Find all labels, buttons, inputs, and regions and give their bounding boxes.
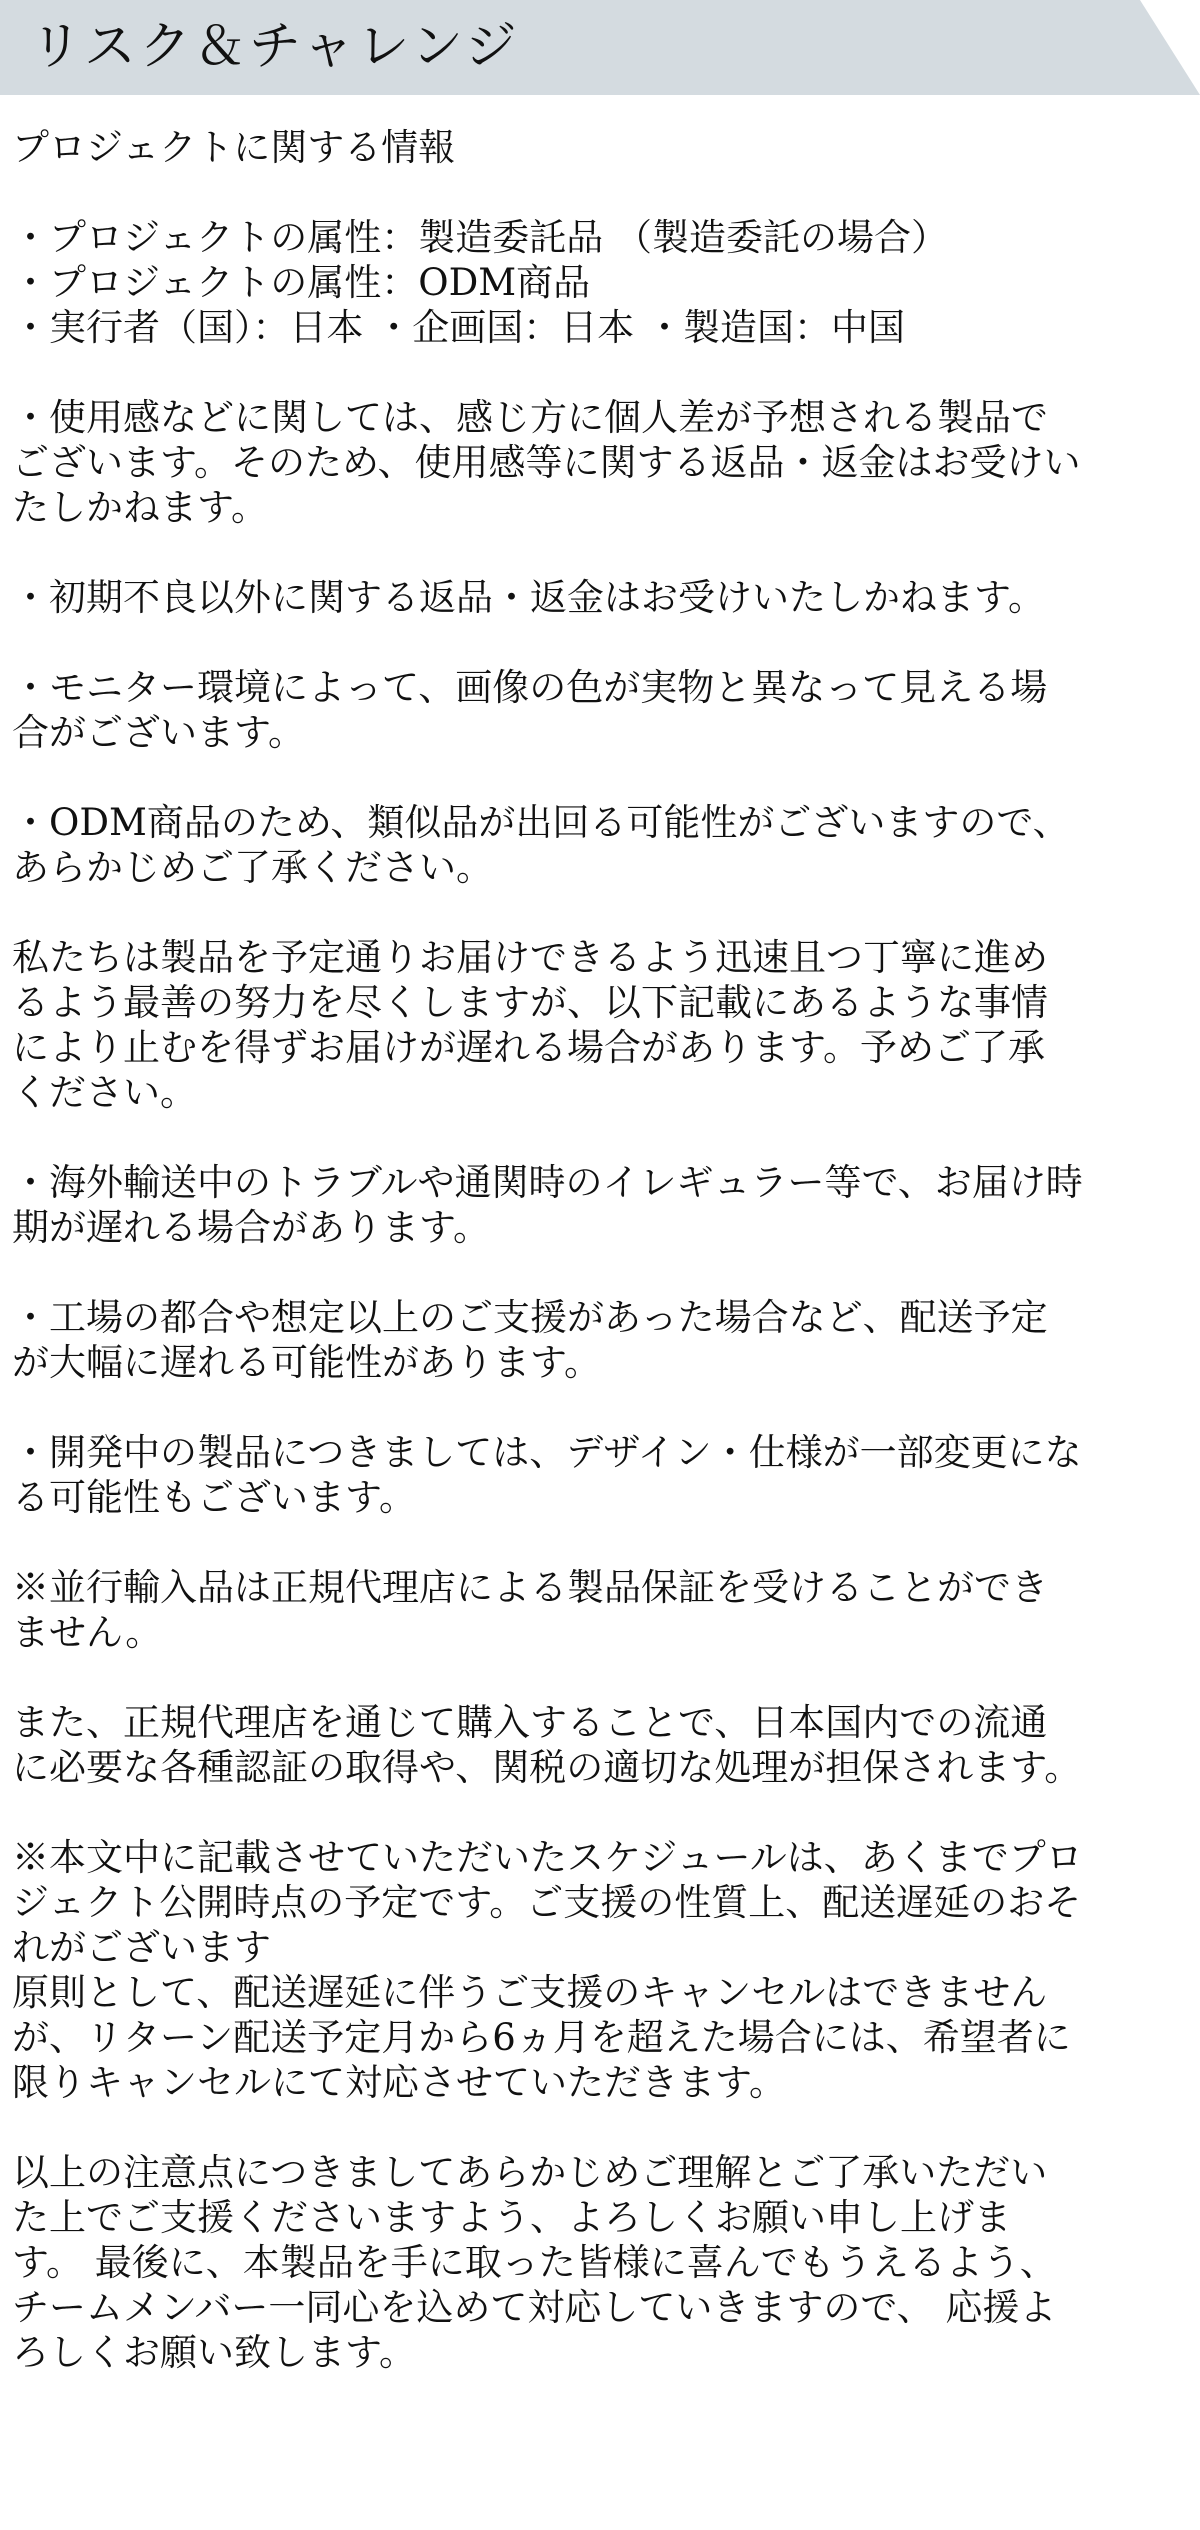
closing-message: 以上の注意点につきましてあらかじめご理解とご了承いただい た上でご支援くださいますよう、よろしくお願い申し上げま す。 最後に、本製品を手に取った皆様に喜んでもうえるよう、 チームメンバー一同心を込めて対応していきますので、 応援よ ろしくお願い致します。 — [12, 2151, 1057, 2374]
design-change-note: ・開発中の製品につきましては、デザイン・仕様が一部変更にな る可能性もございます。 — [12, 1431, 1082, 1519]
parallel-import-note: ※並行輸入品は正規代理店による製品保証を受けることができ ません。 — [12, 1566, 1048, 1654]
section-header — [0, 0, 1200, 95]
project-attributes: ・プロジェクトの属性：製造委託品 （製造委託の場合） ・プロジェクトの属性：ODM商品 ・実行者（国）：日本 ・企画国：日本 ・製造国：中国 — [12, 216, 949, 349]
overseas-shipping-note: ・海外輸送中のトラブルや通関時のイレギュラー等で、お届け時 期が遅れる場合があります。 — [12, 1161, 1083, 1249]
project-info-heading: プロジェクトに関する情報 — [12, 126, 456, 169]
section-title: リスク＆チャレンジ — [30, 17, 520, 77]
odm-similar-note: ・ODM商品のため、類似品が出回る可能性がございますので、 あらかじめご了承ください。 — [12, 801, 1070, 889]
schedule-cancel-note: ※本文中に記載させていただいたスケジュールは、あくまでプロ ジェクト公開時点の予定です。ご支援の性質上、配送遅延のおそ れがございます 原則として、配送遅延に伴うご支援のキャンセルはできません が、リターン配送予定月から6ヵ月を超えた場合には、希望者に 限りキャンセルにて対応させていただきます。 — [12, 1836, 1083, 2104]
factory-delay-note: ・工場の都合や想定以上のご支援があった場合など、配送予定 が大幅に遅れる可能性があります。 — [12, 1296, 1048, 1384]
usage-feeling-note: ・使用感などに関しては、感じ方に個人差が予想される製品で ございます。そのため、使用感等に関する返品・返金はお受けい たしかねます。 — [12, 396, 1081, 529]
risk-content — [12, 125, 1192, 2375]
initial-defect-note: ・初期不良以外に関する返品・返金はお受けいたしかねます。 — [12, 576, 1046, 619]
official-dealer-note: また、正規代理店を通じて購入することで、日本国内での流通 に必要な各種認証の取得や、関税の適切な処理が担保されます。 — [12, 1701, 1082, 1789]
delivery-effort-note: 私たちは製品を予定通りお届けできるよう迅速且つ丁寧に進め るよう最善の努力を尽くしますが、以下記載にあるような事情 により止むを得ずお届けが遅れる場合があります。予めご了承 ください。 — [12, 936, 1048, 1114]
monitor-color-note: ・モニター環境によって、画像の色が実物と異なって見える場 合がございます。 — [12, 666, 1048, 754]
